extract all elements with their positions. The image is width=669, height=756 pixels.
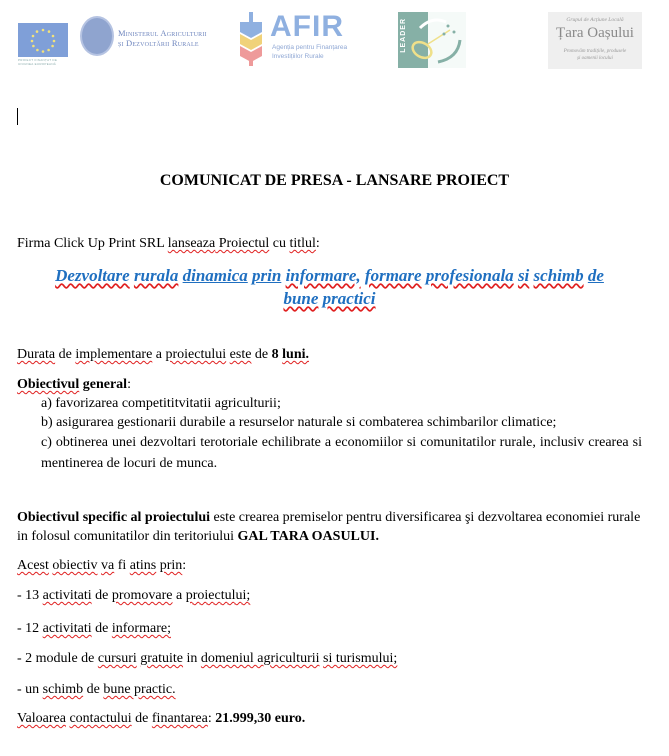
gal-tagline1: Promovăm tradițiile, produsele <box>563 49 627 54</box>
heading-text: general <box>79 377 128 392</box>
duration-paragraph <box>17 346 642 363</box>
specific-objective <box>17 508 642 546</box>
leader-seed-icon <box>398 12 466 68</box>
spell-word: activitati <box>42 621 92 636</box>
project-title-word: informare, <box>285 266 361 285</box>
spell-word: titlul <box>289 236 316 251</box>
spell-word: cursuri <box>97 651 137 666</box>
madr-line1: Ministerul Agriculturii <box>118 28 207 38</box>
document-title: COMUNICAT DE PRESA - LANSARE PROIECT <box>159 172 510 189</box>
contract-text: de <box>131 711 152 726</box>
madr-seal-icon <box>80 16 114 56</box>
madr-line2: și Dezvoltării Rurale <box>118 38 199 48</box>
spell-word: schimb <box>42 682 84 697</box>
activity-text: de <box>91 621 112 636</box>
spell-word: proiectului; <box>185 588 251 603</box>
activity-text: - 2 module de <box>17 651 98 666</box>
spell-word: contactului <box>69 711 132 726</box>
project-title-word: profesionala <box>425 266 514 285</box>
spell-word: Valoarea <box>17 711 66 726</box>
activity-text: de <box>83 682 104 697</box>
eu-caption: PROIECT FINANȚAT DE UNIUNEA EUROPEANĂ <box>18 58 58 66</box>
duration-text: de <box>251 347 272 362</box>
spell-word: obiectiv <box>52 558 98 573</box>
spell-word: proiectului <box>165 347 227 362</box>
duration-value: 8 <box>271 347 283 362</box>
colon: : <box>182 558 187 573</box>
spell-word: Durata <box>17 347 56 362</box>
project-title-word: practici <box>322 289 376 308</box>
spell-word: atins <box>129 558 157 573</box>
spell-word: va <box>101 558 115 573</box>
activity-text: de <box>91 588 112 603</box>
project-title-word: rurala <box>133 266 179 285</box>
project-title-word: Dezvoltare <box>55 266 130 285</box>
spell-word: lanseaza <box>167 236 216 251</box>
afir-sub1: Agenția pentru Finanțarea <box>272 44 348 51</box>
spell-word: Acest <box>17 558 49 573</box>
word: fi <box>117 558 127 573</box>
project-title <box>17 264 642 310</box>
gal-line1: Grupul de Acțiune Locală <box>566 17 624 23</box>
achieved-by <box>17 557 642 574</box>
project-title-word: prin <box>252 266 282 285</box>
leader-logo <box>398 12 466 68</box>
project-title-word: formare <box>364 266 422 285</box>
activity-item <box>17 587 642 604</box>
project-title-word: dinamica <box>182 266 248 285</box>
project-title-word: bune <box>283 289 319 308</box>
gal-tara-oasului-logo <box>548 12 642 69</box>
spell-word: domeniul agriculturii <box>200 651 320 666</box>
activity-text: - 12 <box>17 621 43 636</box>
project-title-word: schimb <box>533 266 584 285</box>
project-title-word: de <box>587 266 604 285</box>
activity-text: - 13 <box>17 588 43 603</box>
activity-item <box>17 681 642 698</box>
text-cursor[interactable] <box>17 108 18 125</box>
contract-amount: 21.999,30 euro. <box>215 711 306 726</box>
intro-text: : <box>315 236 320 251</box>
objective-item-a: a) favorizarea competititvitatii agriculturii; <box>41 396 281 411</box>
spell-word: finantarea <box>151 711 208 726</box>
general-objective-heading <box>17 375 642 394</box>
logo-header <box>0 0 669 80</box>
activity-item <box>17 650 642 667</box>
activity-text: a <box>172 588 186 603</box>
spell-word: bune practic. <box>103 682 176 697</box>
contract-colon: : <box>207 711 216 726</box>
madr-text <box>118 28 207 48</box>
eu-stars-icon <box>18 23 68 57</box>
afir-sub2: Investițiilor Rurale <box>272 53 324 60</box>
spell-word: promovare <box>111 588 173 603</box>
objective-item-b: b) asigurarea gestionarii durabile a resurselor naturale si combaterea schimbarilor climatice; <box>41 415 557 430</box>
duration-text: de <box>55 347 76 362</box>
intro-paragraph <box>17 235 642 252</box>
specific-objective-text: este crearea premiselor pentru diversificarea şi dezvoltarea economiei rurale in folosul comunitatilor din teritoriului <box>17 510 641 544</box>
specific-objective-lead: Obiectivul specific al proiectului <box>17 510 211 525</box>
eu-flag-logo <box>18 23 68 57</box>
duration-text: a <box>152 347 166 362</box>
contract-value <box>17 710 642 727</box>
spell-word: activitati <box>42 588 92 603</box>
gal-tagline <box>548 48 642 62</box>
gal-name-bold: GAL TARA OASULUI. <box>237 529 379 544</box>
spell-word: si turismului; <box>323 651 398 666</box>
spell-word: este <box>229 347 252 362</box>
spell-word: prin <box>159 558 183 573</box>
gal-tagline2: și oamenii locului <box>577 56 613 61</box>
gal-name: Țara Oașului <box>556 25 634 41</box>
spell-word: informare; <box>111 621 171 636</box>
objective-item-c: c) obtinerea unei dezvoltari terotoriale echilibrate a economiilor si comunitatilor rurale, inclusiv crearea si mentinerea de locuri de munca. <box>41 435 642 471</box>
afir-title: AFIR <box>270 10 344 43</box>
spell-word: Obiectivul <box>17 377 80 392</box>
general-objective <box>17 375 642 474</box>
leader-label: LEADER <box>400 18 407 53</box>
project-title-word: si <box>517 266 530 285</box>
activity-text: in <box>183 651 201 666</box>
activity-item <box>17 620 642 637</box>
afir-mark-icon <box>240 12 262 66</box>
activity-text: - un <box>17 682 43 697</box>
afir-subtitle <box>272 43 347 61</box>
spell-word: gratuite <box>140 651 184 666</box>
intro-text: cu <box>269 236 290 251</box>
heading-colon: : <box>127 377 131 392</box>
duration-unit: luni. <box>282 347 309 362</box>
spell-word: implementare <box>75 347 153 362</box>
spell-word: Proiectul <box>215 236 270 251</box>
intro-text: Firma Click Up Print SRL <box>17 236 168 251</box>
